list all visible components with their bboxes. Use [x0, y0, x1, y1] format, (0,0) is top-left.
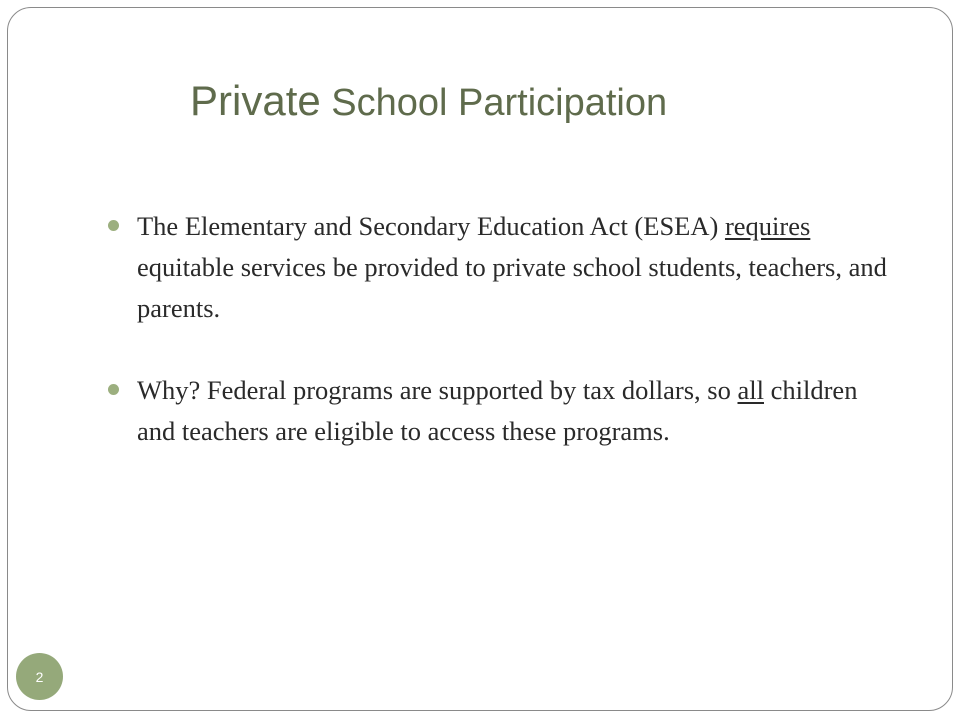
bullet-dot-icon	[108, 220, 119, 231]
bullet-text: equitable services be provided to private school students, teachers, and parents.	[137, 252, 887, 323]
bullet-item	[108, 370, 888, 452]
bullet-list	[108, 206, 888, 452]
bullet-text: The Elementary and Secondary Education Act (ESEA)	[137, 211, 725, 241]
bullet-text: Why? Federal programs are supported by tax dollars, so	[137, 375, 738, 405]
bullet-underlined-text: all	[737, 375, 764, 405]
page-number-badge	[16, 653, 63, 700]
bullet-underlined-text: requires	[724, 211, 811, 241]
title-part-1: Private	[190, 77, 321, 124]
bullet-text: children and teachers are eligible to access these programs.	[137, 375, 858, 446]
bullet-dot-icon	[108, 384, 119, 395]
title-part-2: School Participation	[320, 82, 668, 124]
slide-title	[190, 77, 668, 124]
page-number: 2	[35, 668, 44, 685]
bullet-item	[108, 206, 888, 329]
